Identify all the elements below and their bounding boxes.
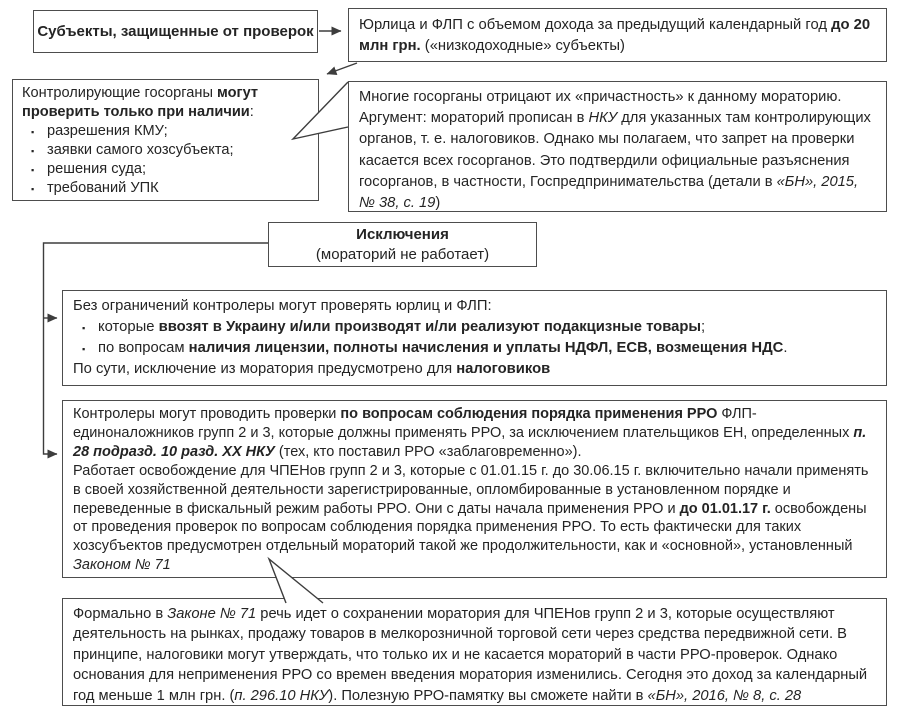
text-segment: для указанных там контролирующих органов, т. е. налоговиков. Однако мы полагаем, что запрет на проверки касается всех госорганов. Это подтвердили официальные разъяснения госорганов, в частности, Госпредпринимательства (детали в	[359, 110, 871, 190]
bullet-text	[98, 338, 876, 359]
formally-content	[73, 604, 876, 706]
bullet-item	[22, 141, 309, 160]
text-segment: требований УПК	[47, 180, 159, 196]
many-agencies-text	[359, 87, 876, 214]
box-rro-checks	[62, 400, 887, 578]
bullet-square-icon: ▪	[31, 146, 35, 156]
text-segment: (тех, кто поставил РРО «заблаговременно»).	[274, 443, 582, 460]
controllers-can-content	[22, 84, 309, 198]
text-segment: наличия лицензии, полноты начисления и уплаты НДФЛ, ЕСВ, возмещения НДС	[188, 340, 784, 356]
bullet-item	[73, 338, 876, 359]
text-paragraph	[73, 462, 876, 575]
text-segment: ввозят в Украину и/или производят и/ли реализуют подакцизные товары	[158, 319, 701, 335]
text-segment: («низкодоходные» субъекты)	[420, 37, 625, 54]
text-segment: заявки самого хозсубъекта;	[47, 142, 234, 158]
text-segment: Многие госорганы отрицают их «причастность» к данному мораторию. Аргумент: мораторий прописан в	[359, 89, 842, 127]
text-segment: освобождены от проведения проверок по вопросам соблюдения порядка применения РРО. То есть фактически для таких хозсубъектов предусмотрен отдельный мораторий такой же продолжительности, как и «основной», установленный	[73, 500, 867, 555]
bullet-item	[22, 179, 309, 198]
bullet-square-icon: ▪	[82, 323, 86, 333]
subjects-title-text	[37, 23, 313, 40]
box-low-income-subjects	[348, 8, 887, 62]
no-limits-content	[73, 296, 876, 380]
bullet-item	[73, 317, 876, 338]
arrow-lowincome-to-controllers	[327, 63, 357, 74]
box-subjects-title	[33, 10, 318, 53]
bullet-text	[47, 122, 309, 141]
text-paragraph	[73, 359, 876, 380]
box-no-limits-checks	[62, 290, 887, 386]
text-segment: разрешения КМУ;	[47, 123, 168, 139]
low-income-text	[359, 15, 876, 56]
bullet-item	[22, 122, 309, 141]
box-formally-law71	[62, 598, 887, 706]
text-paragraph	[73, 604, 876, 706]
text-segment: Работает освобождение для ЧПЕНов групп 2 и 3, которые с 01.01.15 г. до 30.06.15 г. включительно начали применять в своей хозяйственной деятельности зарегистрированные, опломбированные в установленном порядке и переведенные в фискальный режим работы РРО. Они с даты начала применения РРО и	[73, 462, 869, 517]
text-segment: которые	[98, 319, 159, 335]
text-paragraph	[22, 84, 309, 122]
text-segment: Контролирующие госорганы	[22, 85, 217, 101]
bullet-text	[47, 160, 309, 179]
text-segment: Контролеры могут проводить проверки	[73, 406, 341, 422]
bullet-square-icon: ▪	[82, 344, 86, 354]
exceptions-title: Исключения	[356, 225, 449, 243]
box-many-agencies-deny	[348, 81, 887, 212]
text-segment: п. 28 подразд. 10 разд. ХХ НКУ	[73, 424, 867, 460]
text-segment: .	[783, 340, 788, 356]
text-segment: Субъекты, защищенные от проверок	[37, 23, 314, 40]
bullet-text	[47, 179, 309, 198]
text-segment: )	[435, 195, 441, 212]
bullet-square-icon: ▪	[31, 127, 35, 137]
text-segment: Законе № 71	[167, 606, 257, 622]
box-controllers-can-check	[12, 79, 319, 201]
text-segment: «БН», 2015, № 38, с. 19	[359, 173, 859, 212]
text-segment: решения суда;	[47, 161, 147, 177]
bullet-item	[22, 160, 309, 179]
bullet-square-icon: ▪	[31, 165, 35, 175]
exceptions-subtitle: (мораторий не работает)	[315, 245, 490, 263]
text-segment: :	[249, 104, 254, 120]
text-segment: По сути, исключение из моратория предусмотрено для	[73, 361, 457, 377]
text-segment: по вопросам соблюдения порядка применения РРО	[340, 406, 718, 422]
text-segment: до 01.01.17 г.	[679, 500, 771, 517]
text-paragraph	[73, 405, 876, 462]
text-segment: речь идет о сохранении моратория для ЧПЕНов групп 2 и 3, которые осуществляют деятельность на рынках, продажу товаров в мелкорозничной торговой сети через средства передвижной сети. В принципе, налоговики могут утверждать, что только их и не касается мораторий в части РРО-проверок. Однако основания для неприменения РРО со времен введения моратория изменились. Сегодня это доход за календарный год меньше 1 млн грн. (	[73, 606, 868, 704]
bullet-square-icon: ▪	[31, 184, 35, 194]
text-segment: НКУ	[588, 110, 618, 127]
text-segment: «БН», 2016, № 8, с. 28	[647, 687, 802, 704]
text-segment: п. 296.10 НКУ	[234, 687, 329, 704]
text-segment: до 20 млн грн.	[359, 17, 871, 54]
rro-checks-content	[73, 405, 876, 575]
text-segment: ФЛП-единоналожников групп 2 и 3, которые должны применять РРО, за исключением плательщиков ЕН, определенных	[73, 406, 854, 441]
text-segment: Законом № 71	[73, 557, 171, 574]
text-segment: ). Полезную РРО-памятку вы сможете найти в	[328, 687, 648, 704]
text-segment: Формально в	[73, 606, 168, 622]
bullet-text	[47, 141, 309, 160]
text-segment: могут проверить только при наличии	[22, 85, 259, 120]
text-segment: Юрлица и ФЛП с объемом дохода за предыдущий календарный год	[359, 17, 832, 33]
text-segment: ;	[701, 319, 706, 335]
text-paragraph	[73, 296, 876, 317]
bullet-text	[98, 317, 876, 338]
text-segment: по вопросам	[98, 340, 189, 356]
text-segment: Без ограничений контролеры могут проверять юрлиц и ФЛП:	[73, 298, 492, 314]
text-segment: налоговиков	[456, 361, 551, 377]
box-exceptions-header	[268, 222, 537, 267]
